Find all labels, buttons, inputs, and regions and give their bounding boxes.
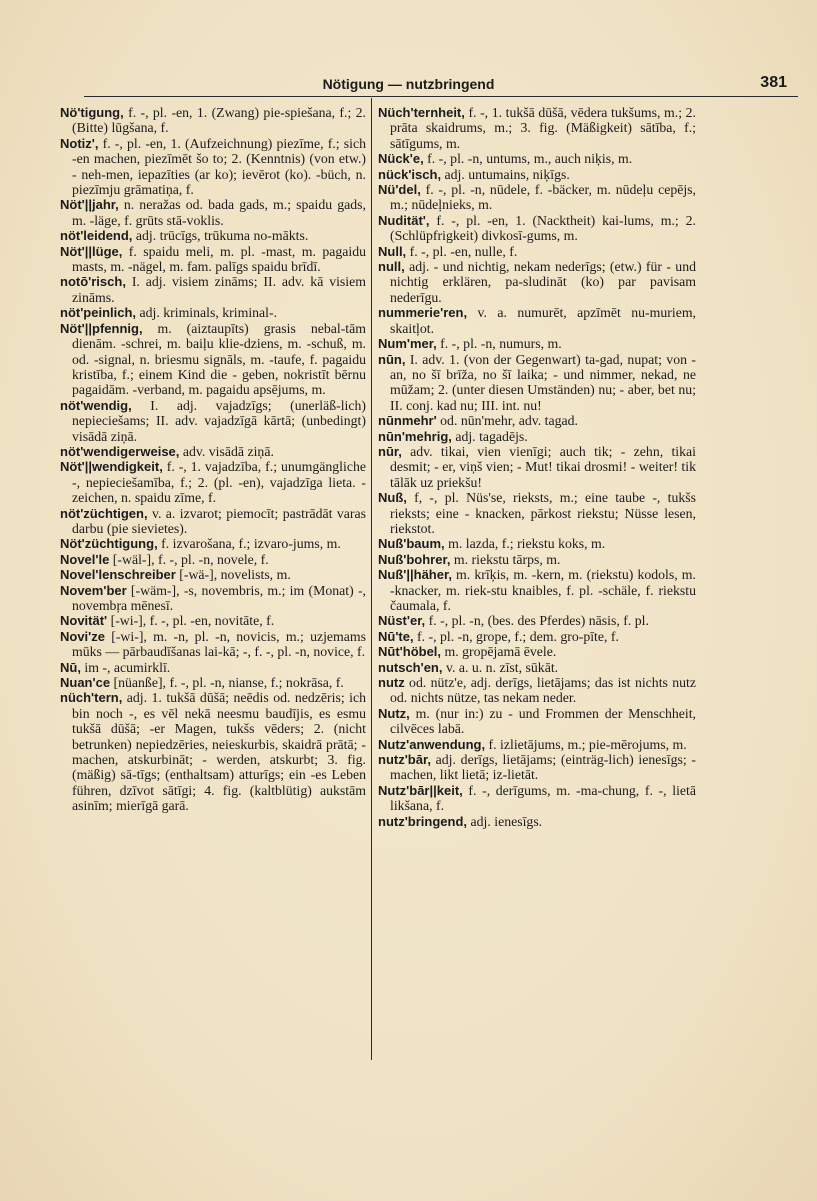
entry-headword: Nū'te,	[378, 628, 414, 644]
column-divider	[371, 98, 372, 1060]
entry-definition: [-wä-], novelists, m.	[175, 567, 291, 583]
entry-definition: f. -, pl. -n, numurs, m.	[436, 336, 562, 352]
dictionary-entry	[60, 660, 366, 675]
entry-headword: nöt'wendig,	[60, 397, 132, 413]
entry-headword: nutz'bār,	[378, 752, 431, 768]
entry-definition: f. -, pl. -en, 1. (Nacktheit) kai-lums, m.; 2. (Schlüpfrigkeit) divkosī-gums, m.	[390, 212, 696, 244]
dictionary-entry	[378, 167, 696, 182]
entry-definition: f. -, pl. -n, untums, m., auch niķis, m.	[423, 151, 633, 167]
entry-definition: f. izlietājums, m.; pie-mērojums, m.	[485, 736, 687, 752]
entry-definition: v. a. u. n. zīst, sūkāt.	[442, 659, 559, 675]
entry-definition: adj. - und nichtig, nekam nederīgs; (etw.) für - und nichtig erklären, pa-sludināt (ko) par pavisam nederīgu.	[390, 259, 696, 305]
entry-definition: n. neražas od. bada gads, m.; spaidu gads, m. -läge, f. grūts stā-voklis.	[72, 197, 366, 228]
dictionary-entry	[378, 213, 696, 244]
entry-headword: nūnmehr'	[378, 413, 437, 429]
dictionary-entry	[378, 629, 696, 644]
entry-definition: adv. tikai, vien vienīgi; auch tik; - zehn, tikai desmit; - er, viņš vien; - Mut! tikai drosmi! - weiter! tik tālāk uz priekšu!	[390, 443, 696, 490]
dictionary-entry	[378, 675, 696, 706]
entry-definition: I. adj. vajadzīgs; (unerläß-lich) nepieciešams; II. adv. vajadzīgā kārtā; (unbedingt) visādā ziņā.	[72, 397, 366, 444]
entry-definition: I. adv. 1. (von der Gegenwart) ta-gad, nupat; von - an, no šī brīža, no šī laika; - und nimmer, nekad, ne mūžam; 2. (unter diesen Umständen) nu; - aber, bet nu; II. conj. kad nu; III. int. nu!	[390, 351, 696, 413]
dictionary-entry	[378, 490, 696, 536]
entry-definition: adv. visādā ziņā.	[179, 443, 274, 459]
dictionary-entry	[378, 567, 696, 613]
entry-headword: Nuan'ce	[60, 675, 111, 691]
dictionary-entry	[60, 444, 366, 459]
entry-headword: Nuß'bohrer,	[378, 551, 451, 567]
entry-definition: f. spaidu meli, m. pl. -mast, m. pagaidu masts, m. -nägel, m. fam. palīgs spaidu brīdī.	[72, 243, 366, 275]
entry-headword: Nuß'||häher,	[378, 567, 452, 583]
entry-definition: v. a. izvarot; piemocīt; pastrādāt varas darbu (pie sievietes).	[72, 505, 366, 536]
dictionary-entry	[378, 552, 696, 567]
dictionary-entry	[60, 583, 366, 614]
dictionary-entry	[378, 151, 696, 166]
dictionary-entry	[60, 274, 366, 305]
entry-definition: f, -, pl. Nüs'se, rieksts, m.; eine taube -, tukšs rieksts; eine - knacken, pārkost riekstu; Nüsse lesen, riekstot.	[390, 490, 696, 536]
entry-headword: Nü'del,	[378, 182, 421, 198]
dictionary-entry	[60, 228, 366, 243]
dictionary-entry	[378, 429, 696, 444]
entry-headword: notō'risch,	[60, 274, 126, 290]
entry-definition: f. -, 1. vajadzība, f.; unumgängliche -, nepieciešamība, f.; 2. (pl. -en), vajadzīga lieta. -zeichen, n. spaidu zīme, f.	[72, 459, 366, 506]
entry-headword: Nüch'ternheit,	[378, 105, 465, 120]
entry-definition: f. -, derīgums, m. -ma-chung, f. -, lietā likšana, f.	[390, 782, 696, 814]
dictionary-entry	[378, 352, 696, 414]
dictionary-entry	[378, 244, 696, 259]
entry-definition: f. -, pl. -en, 1. (Aufzeichnung) piezīme, f.; sich -en machen, piezīmēt šo to; 2. (Kenntnis) (von etw.) - neh-men, iepazīties (ar ko); ievērot (ko). -büch, n. piezīmju grāmatiņa, f.	[72, 135, 366, 198]
entry-headword: Null,	[378, 243, 407, 259]
entry-definition: m. krīķis, m. -kern, m. (riekstu) kodols, m. -knacker, m. riek-stu knaibles, f. pl. -schäle, f. riekstu čaumala, f.	[390, 567, 696, 613]
entry-definition: f. -, pl. -en, nulle, f.	[406, 243, 518, 259]
entry-headword: nutz	[378, 675, 405, 691]
dictionary-entry	[378, 305, 696, 336]
dictionary-entry	[378, 613, 696, 628]
entry-definition: adj. tagadējs.	[451, 428, 528, 444]
dictionary-entry	[378, 814, 696, 829]
entry-headword: nutsch'en,	[378, 659, 443, 675]
entry-definition: f. izvarošana, f.; izvaro-jums, m.	[157, 536, 341, 552]
entry-headword: Nöt'züchtigung,	[60, 536, 158, 552]
entry-headword: Nūt'höbel,	[378, 644, 442, 660]
entry-headword: Novel'lenschreiber	[60, 567, 176, 583]
entry-headword: Nutz'anwendung,	[378, 736, 486, 752]
entry-definition: adj. derīgs, lietājams; (einträg-lich) ienesīgs; - machen, likt lietā; iz-lietāt.	[390, 752, 696, 783]
page-header-title: Nötigung — nutzbringend	[322, 76, 495, 92]
entry-definition: f. -, pl. -n, (bes. des Pferdes) nāsis, f. pl.	[425, 613, 649, 629]
entry-headword: nūr,	[378, 443, 402, 459]
entry-headword: nück'isch,	[378, 166, 442, 182]
dictionary-entry	[378, 259, 696, 305]
dictionary-entry	[378, 444, 696, 490]
dictionary-entry	[378, 752, 696, 783]
entry-definition: m. riekstu tārps, m.	[450, 551, 561, 567]
dictionary-entry	[60, 675, 366, 690]
entry-headword: Nutz,	[378, 705, 410, 721]
entry-headword: Nū,	[60, 659, 81, 675]
entry-headword: Nöt'||wendigkeit,	[60, 459, 163, 475]
dictionary-entry	[60, 629, 366, 660]
entry-definition: f. -, 1. tukšā dūšā, vēdera tukšums, m.; 2. prāta skaidrums, m.; 3. fig. (Mäßigkeit) sātība, f.; sātīgums, m.	[390, 105, 696, 151]
dictionary-entry	[60, 105, 366, 136]
entry-definition: I. adj. visiem zināms; II. adv. kā visiem zināms.	[72, 274, 366, 305]
entry-headword: Nüst'er,	[378, 613, 426, 629]
entry-headword: Novität'	[60, 613, 108, 629]
entry-definition: od. nūn'mehr, adv. tagad.	[436, 413, 578, 429]
entry-definition: m. lazda, f.; riekstu koks, m.	[444, 536, 606, 552]
entry-headword: nummerie'ren,	[378, 305, 468, 321]
entry-headword: nöt'peinlich,	[60, 305, 137, 321]
entry-headword: Nöt'||pfennig,	[60, 320, 143, 336]
entry-definition: adj. untumains, niķīgs.	[441, 166, 570, 182]
dictionary-entry	[60, 321, 366, 398]
entry-definition: m. (aiztaupīts) grasis nebal-tām dienām. -schrei, m. baiļu klie-dziens, m. -schuß, m. od. -signal, n. briesmu signāls, m. -taufe, f. pagaidu kristība, f.; einem Kind die - geben, nokristīt bērnu pagaidām. -verband, m. pagaidu apsējums, m.	[72, 320, 366, 398]
entry-definition: [-wi-], f. -, pl. -en, novitāte, f.	[107, 613, 275, 629]
entry-headword: Nö'tigung,	[60, 105, 124, 120]
header-rule	[84, 96, 798, 97]
left-column	[60, 105, 366, 814]
dictionary-entry	[60, 197, 366, 228]
entry-definition: im -, acumirklī.	[80, 659, 171, 675]
entry-definition: od. nütz'e, adj. derīgs, lietājams; das ist nichts nutz od. nichts nütze, tas nekam neder.	[390, 675, 696, 706]
entry-definition: f. -, pl. -en, 1. (Zwang) pie-spiešana, f.; 2. (Bitte) lūgšana, f.	[72, 105, 366, 136]
entry-headword: Novi'ze	[60, 628, 105, 644]
entry-headword: Nuß'baum,	[378, 536, 445, 552]
entry-definition: m. gropējamā ēvele.	[441, 644, 557, 660]
right-column	[378, 105, 696, 829]
entry-definition: [-wäl-], f. -, pl. -n, novele, f.	[109, 551, 269, 567]
entry-definition: m. (nur in:) zu - und Frommen der Menschheit, cilvēces labā.	[390, 705, 696, 737]
dictionary-entry	[60, 136, 366, 198]
dictionary-entry	[378, 182, 696, 213]
entry-headword: null,	[378, 259, 405, 275]
entry-definition: f. -, pl. -n, nūdele, f. -bäcker, m. nūdeļu cepējs, m.; nūdeļnieks, m.	[390, 182, 696, 213]
entry-definition: [-wäm-], -s, novembris, m.; im (Monat) -, novembŗa mēnesī.	[72, 582, 366, 613]
dictionary-entry	[378, 706, 696, 737]
entry-definition: f. -, pl. -n, grope, f.; dem. gro-pīte, f.	[413, 628, 619, 644]
dictionary-entry	[60, 690, 366, 813]
page-number: 381	[760, 74, 787, 91]
entry-headword: nöt'leidend,	[60, 228, 133, 244]
entry-definition: adj. kriminals, kriminal-.	[136, 305, 278, 321]
entry-headword: Num'mer,	[378, 336, 437, 352]
dictionary-entry	[378, 413, 696, 428]
entry-headword: Nudität',	[378, 212, 430, 228]
entry-headword: nūn'mehrig,	[378, 428, 452, 444]
dictionary-entry	[60, 613, 366, 628]
dictionary-entry	[60, 552, 366, 567]
dictionary-entry	[60, 244, 366, 275]
entry-headword: Nöt'||jahr,	[60, 197, 119, 213]
entry-definition: adj. ienesīgs.	[467, 813, 543, 829]
entry-definition: [nüanße], f. -, pl. -n, nianse, f.; nokrāsa, f.	[110, 675, 344, 691]
dictionary-entry	[378, 105, 696, 151]
entry-definition: adj. 1. tukšā dūšā; neēdis od. nedzēris; ich bin noch -, es vēl nekā neesmu baudījis, es esmu tukšā dūšā; -er Magen, tukšs vēders; 2. (nicht betrunken) nepiedzēries, neieskurbis, skaidrā prātā; - machen, atskurbināt; - werden, atskurbt; 3. fig. (mäßig) sā-tīgs; (enthaltsam) atturīgs; ein -es Leben führen, dzīvot sātīgi; 4. fig. (kaltblütig) aukstām asinīm; mierīgā garā.	[72, 690, 366, 814]
dictionary-entry	[60, 305, 366, 320]
dictionary-entry	[60, 567, 366, 582]
entry-headword: nüch'tern,	[60, 690, 123, 706]
entry-definition: [-wi-], m. -n, pl. -n, novicis, m.; uzjemams mūks — pārbaudīšanas lai-kā; -, f. -, pl. -n, novice, f.	[72, 628, 366, 660]
entry-headword: nūn,	[378, 351, 406, 367]
dictionary-entry	[378, 783, 696, 814]
entry-headword: Notiz',	[60, 135, 99, 151]
dictionary-entry	[378, 644, 696, 659]
entry-headword: Nutz'bār||keit,	[378, 782, 463, 798]
dictionary-entry	[378, 737, 696, 752]
dictionary-entry	[60, 506, 366, 537]
entry-definition: v. a. numurēt, apzīmēt nu-muriem, skaitļot.	[390, 305, 696, 336]
entry-headword: Novel'le	[60, 551, 110, 567]
dictionary-entry	[378, 336, 696, 351]
entry-headword: nutz'bringend,	[378, 813, 468, 829]
entry-headword: nöt'wendigerweise,	[60, 443, 180, 459]
entry-headword: nöt'züchtigen,	[60, 505, 148, 521]
dictionary-entry	[378, 536, 696, 551]
dictionary-entry	[378, 660, 696, 675]
entry-headword: Novem'ber	[60, 582, 127, 598]
entry-headword: Nöt'||lüge,	[60, 243, 123, 259]
dictionary-entry	[60, 459, 366, 505]
entry-headword: Nuß,	[378, 490, 407, 506]
entry-headword: Nück'e,	[378, 151, 424, 167]
entry-definition: adj. trūcīgs, trūkuma no-mākts.	[132, 228, 309, 244]
dictionary-entry	[60, 536, 366, 551]
dictionary-entry	[60, 398, 366, 444]
